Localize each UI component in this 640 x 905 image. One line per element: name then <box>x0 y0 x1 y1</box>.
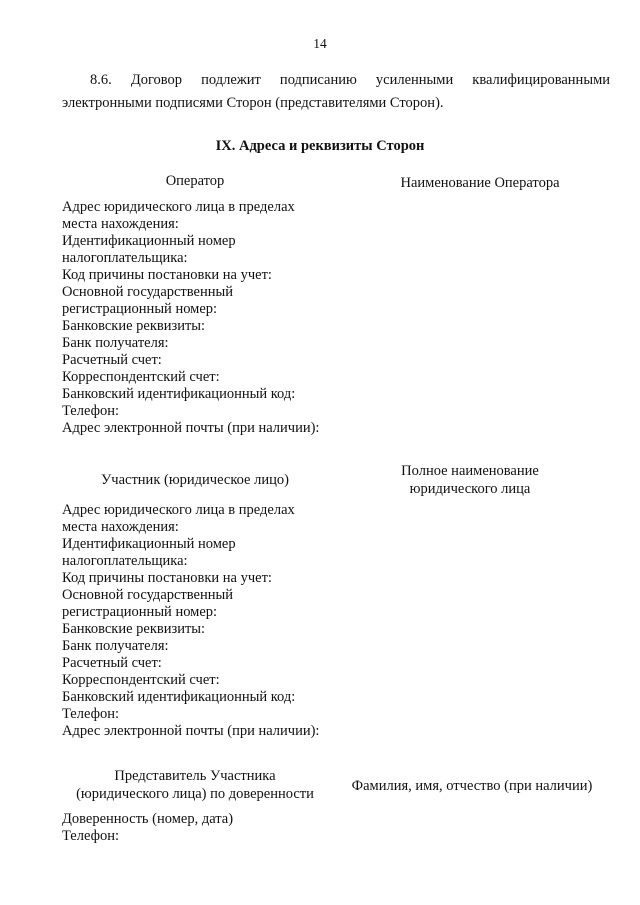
field-line: Основной государственный <box>62 587 233 603</box>
field-line: места нахождения: <box>62 519 179 535</box>
field-line: Телефон: <box>62 828 120 844</box>
field-line: Адрес электронной почты (при наличии): <box>62 420 320 436</box>
clause-8-6-line-1: 8.6. Договор подлежит подписанию усиленными квалифицированными <box>90 72 610 88</box>
clause-8-6-line-2: электронными подписями Сторон (представителями Сторон). <box>62 95 444 111</box>
participant-title: Участник (юридическое лицо) <box>101 472 289 488</box>
field-line: Расчетный счет: <box>62 655 162 671</box>
field-line: Код причины постановки на учет: <box>62 267 272 283</box>
field-line: места нахождения: <box>62 216 179 232</box>
field-line: Корреспондентский счет: <box>62 672 220 688</box>
field-line: Идентификационный номер <box>62 233 236 249</box>
operator-fields <box>62 199 319 437</box>
representative-fields <box>62 811 233 845</box>
field-line: Банковские реквизиты: <box>62 621 206 637</box>
field-line: налогоплательщика: <box>62 553 188 569</box>
participant-name-line-2: юридического лица <box>409 481 531 497</box>
field-line: Корреспондентский счет: <box>62 369 220 385</box>
participant-name-line-1: Полное наименование <box>401 463 539 479</box>
field-line: регистрационный номер: <box>62 301 218 317</box>
field-line: Банк получателя: <box>62 638 169 654</box>
field-line: Банковский идентификационный код: <box>62 689 296 705</box>
page-number: 14 <box>313 36 327 51</box>
operator-title: Оператор <box>165 173 225 189</box>
field-line: регистрационный номер: <box>62 604 218 620</box>
field-line: Банковский идентификационный код: <box>62 386 296 402</box>
field-line: Основной государственный <box>62 284 233 300</box>
section-heading: IX. Адреса и реквизиты Сторон <box>215 138 425 154</box>
field-line: Адрес электронной почты (при наличии): <box>62 723 320 739</box>
field-line: Банковские реквизиты: <box>62 318 206 334</box>
representative-fio-placeholder: Фамилия, имя, отчество (при наличии) <box>351 778 593 794</box>
field-line: Банк получателя: <box>62 335 169 351</box>
field-line: Адрес юридического лица в пределах <box>62 199 295 215</box>
field-line: Телефон: <box>62 706 120 722</box>
field-line: Расчетный счет: <box>62 352 162 368</box>
operator-name-placeholder: Наименование Оператора <box>400 175 560 191</box>
field-line: Идентификационный номер <box>62 536 236 552</box>
field-line: Телефон: <box>62 403 120 419</box>
field-line: налогоплательщика: <box>62 250 188 266</box>
participant-fields <box>62 502 319 740</box>
representative-title-line-2: (юридического лица) по доверенности <box>76 786 314 802</box>
field-line: Код причины постановки на учет: <box>62 570 272 586</box>
field-line: Доверенность (номер, дата) <box>62 811 234 827</box>
field-line: Адрес юридического лица в пределах <box>62 502 295 518</box>
representative-title-line-1: Представитель Участника <box>114 768 276 784</box>
